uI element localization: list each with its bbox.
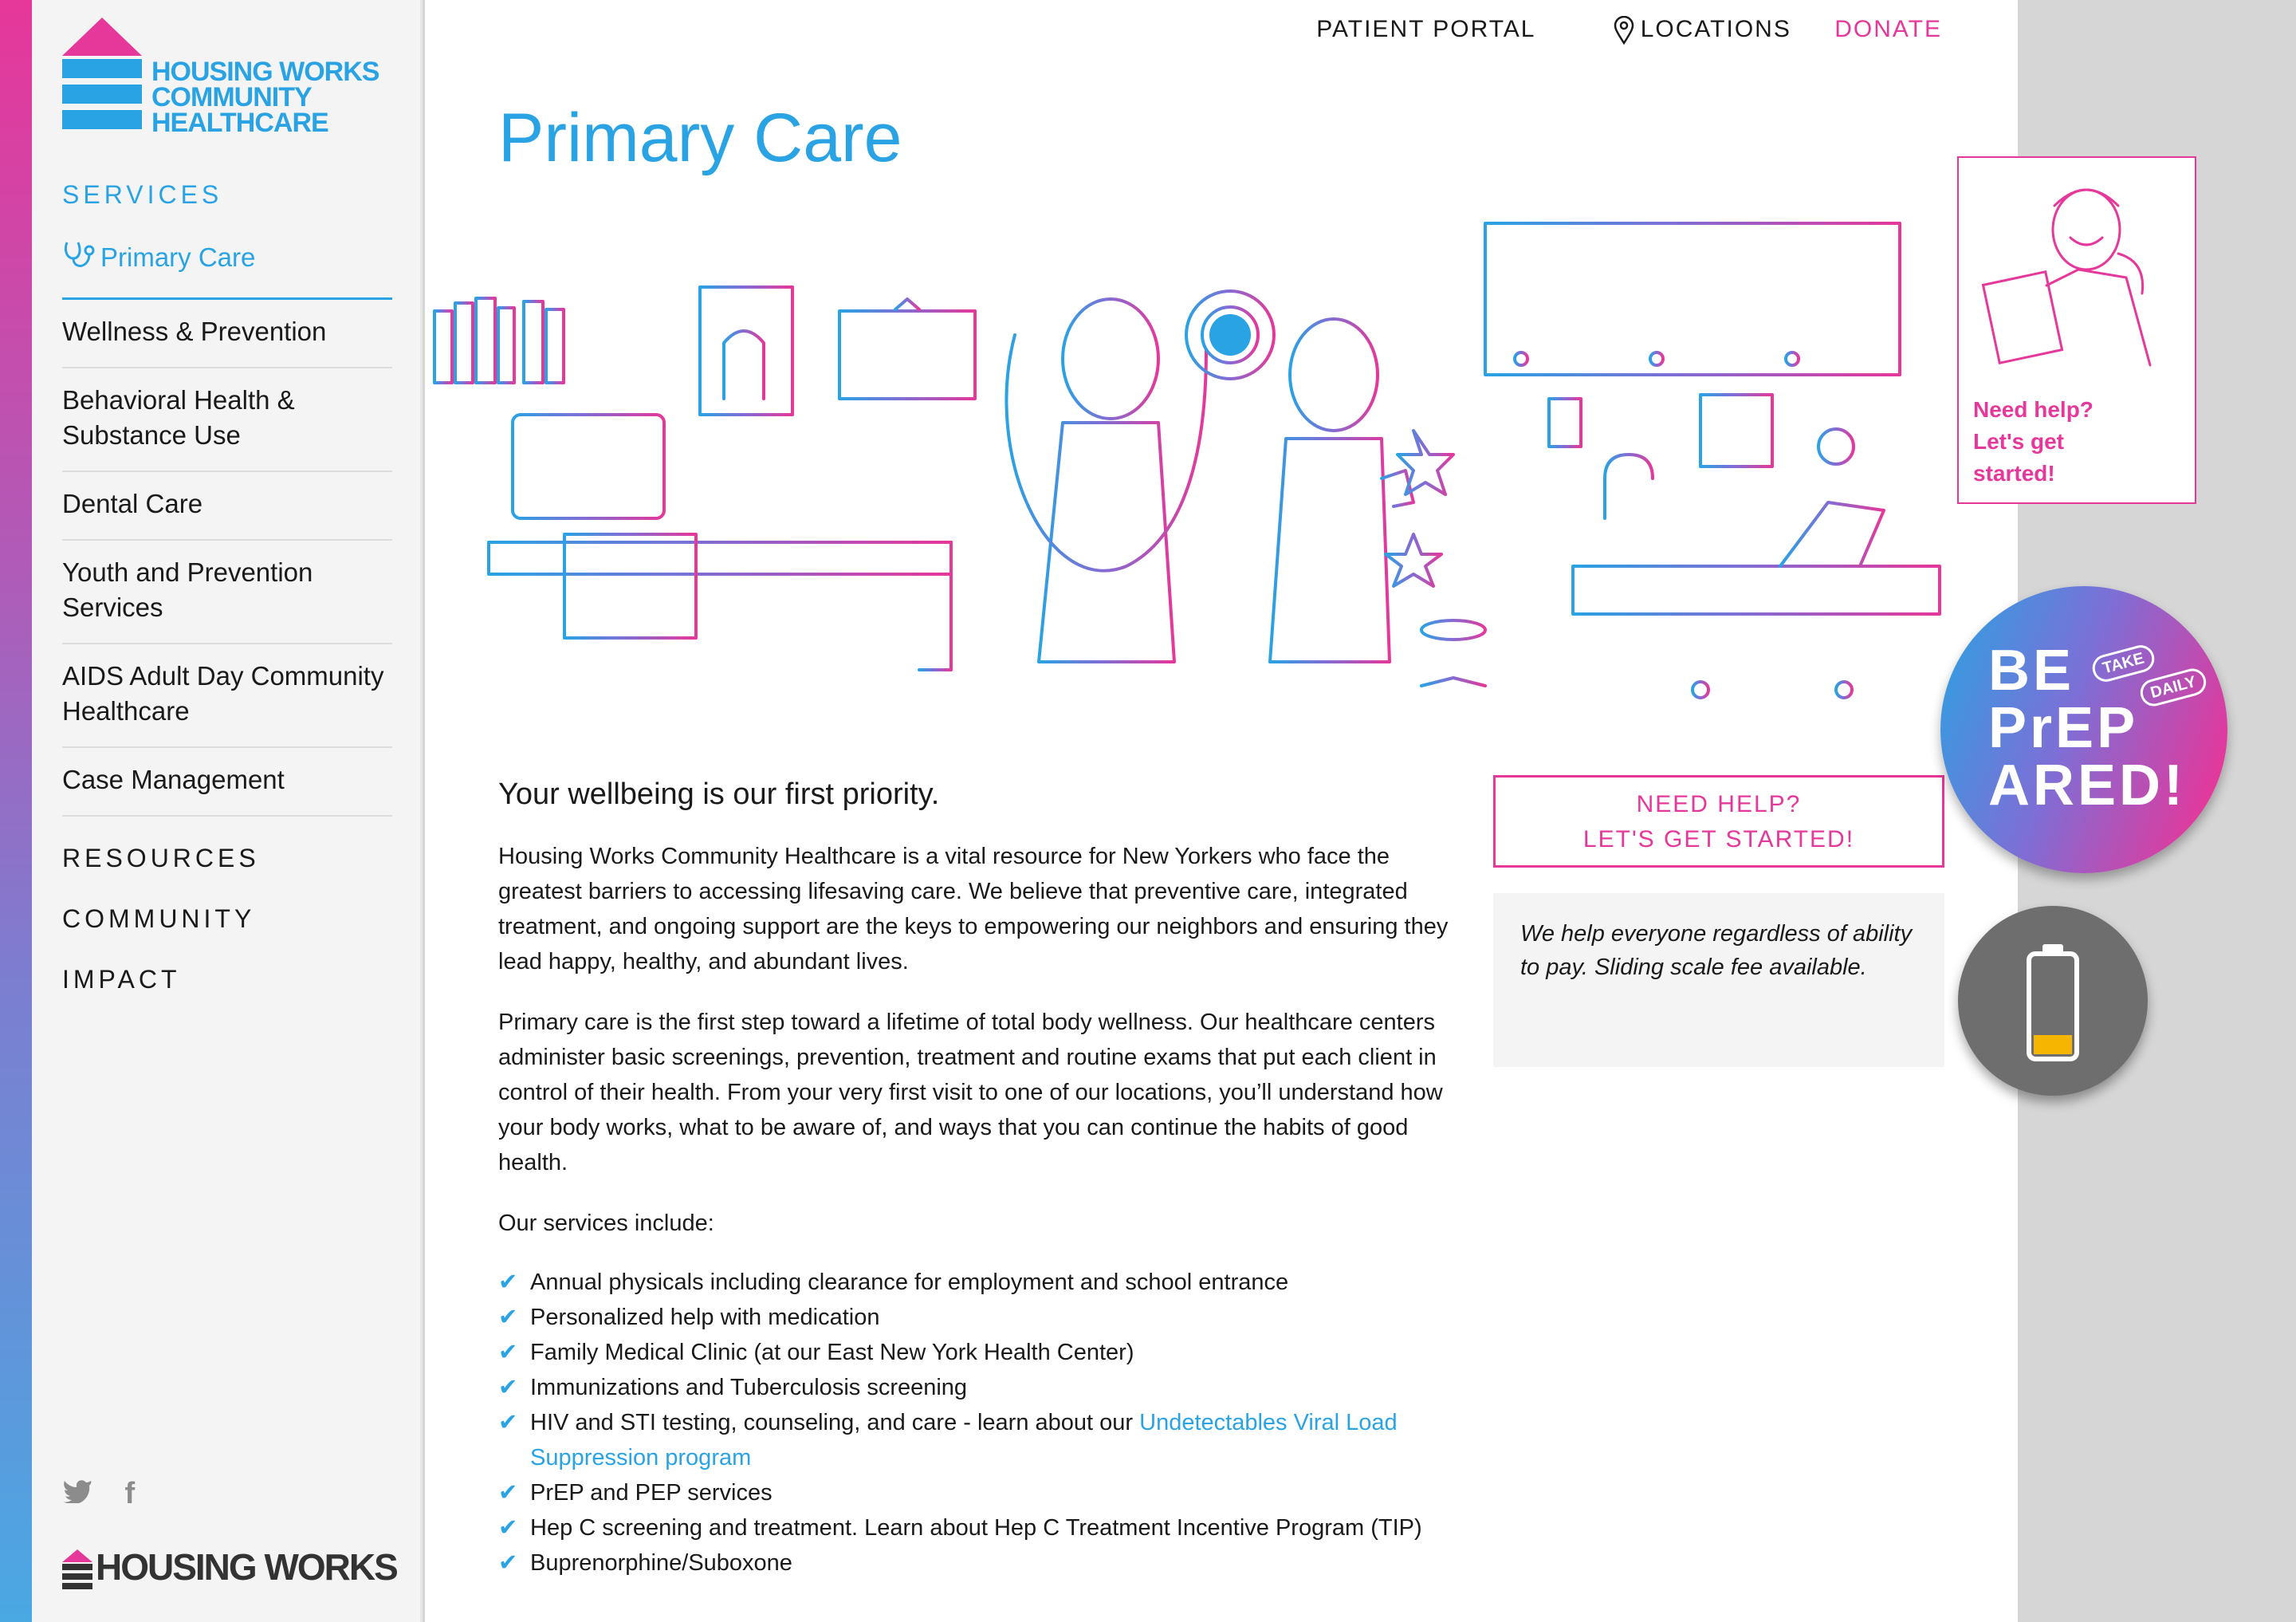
services-intro: Our services include: — [498, 1211, 714, 1236]
list-item: ✔ HIV and STI testing, counseling, and care - learn about our Undetectables Viral Load Suppression program — [498, 1405, 1455, 1475]
need-help-button[interactable] — [1493, 775, 1944, 868]
list-item: ✔ Buprenorphine/Suboxone — [498, 1545, 1455, 1581]
brand-stripe — [0, 0, 32, 1622]
stethoscope-icon — [62, 239, 100, 280]
article-paragraph-2: Primary care is the first step toward a lifetime of total body wellness. Our healthcare centers administer basic screenings, prevention, treatment and routine exams that put each client in control of their health. From your very first visit to one of our locations, you’ll understand how your body works, what to be aware of, and ways that you can continue the habits of good health. — [498, 1010, 1443, 1175]
nav-heading-community[interactable]: COMMUNITY — [62, 904, 256, 933]
social-links — [62, 1477, 163, 1511]
checkmark-icon: ✔ — [498, 1480, 518, 1506]
map-pin-icon — [1614, 16, 1634, 45]
checkmark-icon: ✔ — [498, 1375, 518, 1400]
prep-campaign-badge[interactable] — [1940, 586, 2227, 873]
sidebar-item-behavioral-health[interactable]: Behavioral Health & Substance Use — [62, 368, 392, 472]
sidebar-item-wellness-prevention[interactable]: Wellness & Prevention — [62, 300, 392, 368]
checkmark-icon: ✔ — [498, 1305, 518, 1330]
checkmark-icon: ✔ — [498, 1550, 518, 1576]
patient-portal-link[interactable]: PATIENT PORTAL — [1316, 16, 1535, 42]
list-item: ✔ Personalized help with medication — [498, 1300, 1455, 1335]
list-item: ✔ PrEP and PEP services — [498, 1475, 1455, 1510]
list-item: ✔ Family Medical Clinic (at our East New York Health Center) — [498, 1335, 1455, 1370]
sidebar-item-youth-prevention[interactable]: Youth and Prevention Services — [62, 541, 392, 644]
nav-heading-services[interactable]: SERVICES — [62, 180, 223, 209]
page-title: Primary Care — [498, 100, 902, 176]
donate-link[interactable]: DONATE — [1834, 16, 1942, 42]
undetectables-program-link[interactable]: Undetectables Viral Load Suppression program — [530, 1410, 1398, 1470]
main-content — [425, 0, 2018, 1622]
logo-wordmark: HOUSING WORKS COMMUNITY HEALTHCARE — [151, 57, 379, 138]
sidebar-item-aids-adult-day[interactable]: AIDS Adult Day Community Healthcare — [62, 644, 392, 748]
sidebar — [32, 0, 423, 1622]
battery-icon — [1958, 906, 2148, 1096]
clinic-illustration — [425, 215, 2018, 710]
footer-logo-text: HOUSING WORKS — [96, 1546, 397, 1588]
facebook-icon[interactable]: f — [124, 1477, 136, 1510]
sidebar-item-case-management[interactable]: Case Management — [62, 748, 392, 817]
logo-bars-icon — [62, 59, 142, 136]
article-paragraph-1: Housing Works Community Healthcare is a vital resource for New Yorkers who face the greatest barriers to accessing lifesaving care. We believe that preventive care, integrated treatment, and ongoing support are the keys to empowering our neighbors and ensuring they lead happy, healthy, and abundant lives. — [498, 844, 1449, 974]
sidebar-item-label: Primary Care — [100, 242, 256, 273]
list-item: ✔ Annual physicals including clearance for employment and school entrance — [498, 1265, 1455, 1300]
sidebar-item-dental-care[interactable]: Dental Care — [62, 472, 392, 541]
help-card-text: Need help? Let's get started! — [1973, 397, 2094, 486]
list-item: ✔ Immunizations and Tuberculosis screening — [498, 1370, 1455, 1405]
sidebar-item-primary-care[interactable] — [62, 225, 392, 300]
checkmark-icon: ✔ — [498, 1340, 518, 1365]
logo-roof-icon — [62, 18, 142, 56]
hwch-logo[interactable] — [62, 18, 397, 137]
list-item: ✔ Hep C screening and treatment. Learn about Hep C Treatment Incentive Program (TIP) — [498, 1510, 1455, 1545]
checkmark-icon: ✔ — [498, 1515, 518, 1541]
services-list — [498, 1265, 1455, 1581]
nav-heading-impact[interactable]: IMPACT — [62, 965, 181, 994]
article — [498, 778, 1455, 1581]
article-subtitle: Your wellbeing is our first priority. — [498, 778, 940, 811]
twitter-icon[interactable] — [62, 1477, 92, 1511]
nav-heading-resources[interactable]: RESOURCES — [62, 844, 260, 872]
prep-badge-text: BE PrEP ARED! — [1988, 639, 2186, 817]
housing-works-mini-icon — [62, 1549, 92, 1591]
locations-label: LOCATIONS — [1640, 16, 1791, 42]
checkmark-icon: ✔ — [498, 1270, 518, 1295]
top-nav — [1281, 16, 1942, 45]
receptionist-illustration — [1959, 158, 2198, 389]
help-card-widget[interactable] — [1957, 156, 2196, 504]
services-nav — [62, 225, 392, 817]
locations-link[interactable] — [1578, 16, 1799, 42]
checkmark-icon: ✔ — [498, 1410, 518, 1435]
prep-tag-daily: DAILY — [2137, 666, 2209, 710]
prep-tag-take: TAKE — [2090, 642, 2157, 684]
sliding-scale-note: We help everyone regardless of ability to pay. Sliding scale fee available. — [1493, 893, 1944, 1067]
accessibility-battery-button[interactable] — [1958, 906, 2148, 1096]
need-help-label: NEED HELP? LET'S GET STARTED! — [1582, 791, 1855, 852]
housing-works-footer-logo[interactable] — [62, 1545, 397, 1591]
